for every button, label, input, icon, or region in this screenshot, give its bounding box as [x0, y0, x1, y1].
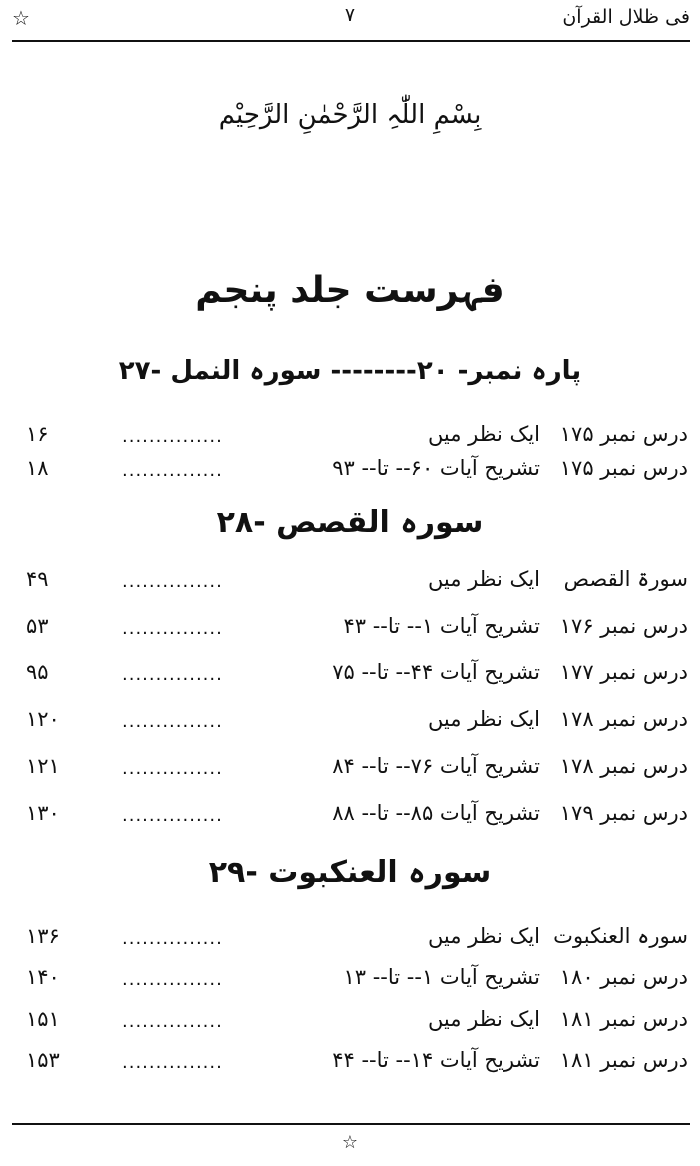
- toc-page: ۱۳۰: [26, 801, 60, 825]
- toc-leader-dots: ...............: [122, 805, 223, 826]
- para-heading: پارہ نمبر- ۲۰-------- سورہ النمل -۲۷: [118, 356, 582, 386]
- toc-label: درس نمبر ۱۸۱: [559, 1048, 688, 1072]
- toc-leader-dots: ...............: [122, 711, 223, 732]
- toc-row: [0, 922, 700, 956]
- toc-description: تشریح آیات ۱-- تا-- ۴۳: [343, 614, 540, 638]
- toc-leader-dots: ...............: [122, 664, 223, 685]
- toc-row: [0, 420, 700, 454]
- toc-page: ۹۵: [26, 660, 49, 684]
- toc-page: ۱۴۰: [26, 965, 60, 989]
- toc-label: درس نمبر ۱۷۵: [559, 422, 688, 446]
- toc-row: [0, 1046, 700, 1080]
- toc-page: ۱۲۰: [26, 707, 60, 731]
- toc-description: ایک نظر میں: [427, 924, 540, 948]
- toc-page: ۱۵۳: [26, 1048, 60, 1072]
- toc-page: ۴۹: [26, 567, 49, 591]
- toc-label: درس نمبر ۱۷۶: [559, 614, 688, 638]
- toc-row: [0, 799, 700, 833]
- toc-page: ۱۵۱: [26, 1007, 60, 1031]
- toc-row: [0, 612, 700, 646]
- toc-description: تشریح آیات ۱-- تا-- ۱۳: [343, 965, 540, 989]
- toc-leader-dots: ...............: [122, 460, 223, 481]
- toc-label: درس نمبر ۱۷۵: [559, 456, 688, 480]
- toc-description: ایک نظر میں: [427, 1007, 540, 1031]
- toc-description: تشریح آیات ۸۵-- تا-- ۸۸: [332, 801, 540, 825]
- toc-label: سورۃ القصص: [563, 567, 688, 591]
- toc-page: ۱۳۶: [26, 924, 60, 948]
- toc-row: [0, 752, 700, 786]
- toc-page: ۵۳: [26, 614, 49, 638]
- toc-label: درس نمبر ۱۸۰: [559, 965, 688, 989]
- star-icon: ☆: [341, 1132, 359, 1153]
- section-heading: سورہ القصص -۲۸: [216, 505, 484, 540]
- toc-row: [0, 565, 700, 599]
- toc-row: [0, 705, 700, 739]
- toc-description: تشریح آیات ۱۴-- تا-- ۴۴: [332, 1048, 540, 1072]
- page-number: ۷: [344, 4, 356, 26]
- toc-label: درس نمبر ۱۸۱: [559, 1007, 688, 1031]
- toc-label: درس نمبر ۱۷۸: [559, 754, 688, 778]
- toc-row: [0, 963, 700, 997]
- toc-leader-dots: ...............: [122, 928, 223, 949]
- toc-row: [0, 454, 700, 488]
- toc-leader-dots: ...............: [122, 1052, 223, 1073]
- page-title: فہرست جلد پنجم: [195, 270, 505, 311]
- toc-page: ۱۸: [26, 456, 49, 480]
- toc-leader-dots: ...............: [122, 969, 223, 990]
- footer-rule: [12, 1123, 690, 1125]
- bismillah: بِسْمِ اللّٰہِ الرَّحْمٰنِ الرَّحِیْم: [218, 100, 482, 130]
- toc-description: تشریح آیات ۶۰-- تا-- ۹۳: [332, 456, 540, 480]
- toc-row: [0, 658, 700, 692]
- toc-description: ایک نظر میں: [427, 422, 540, 446]
- toc-leader-dots: ...............: [122, 571, 223, 592]
- toc-page: ۱۶: [26, 422, 49, 446]
- toc-label: سورہ العنکبوت: [553, 924, 688, 948]
- toc-leader-dots: ...............: [122, 426, 223, 447]
- toc-description: تشریح آیات ۴۴-- تا-- ۷۵: [332, 660, 540, 684]
- header-rule: [12, 40, 690, 42]
- running-header-title: فی ظلال القرآن: [562, 6, 690, 28]
- toc-page: ۱۲۱: [26, 754, 60, 778]
- section-heading: سورہ العنکبوت -۲۹: [208, 855, 492, 890]
- toc-row: [0, 1005, 700, 1039]
- toc-leader-dots: ...............: [122, 1011, 223, 1032]
- toc-leader-dots: ...............: [122, 618, 223, 639]
- toc-label: درس نمبر ۱۷۸: [559, 707, 688, 731]
- toc-description: ایک نظر میں: [427, 707, 540, 731]
- toc-label: درس نمبر ۱۷۹: [559, 801, 688, 825]
- toc-description: تشریح آیات ۷۶-- تا-- ۸۴: [332, 754, 540, 778]
- star-icon: ☆: [12, 6, 30, 30]
- toc-leader-dots: ...............: [122, 758, 223, 779]
- toc-label: درس نمبر ۱۷۷: [559, 660, 688, 684]
- toc-description: ایک نظر میں: [427, 567, 540, 591]
